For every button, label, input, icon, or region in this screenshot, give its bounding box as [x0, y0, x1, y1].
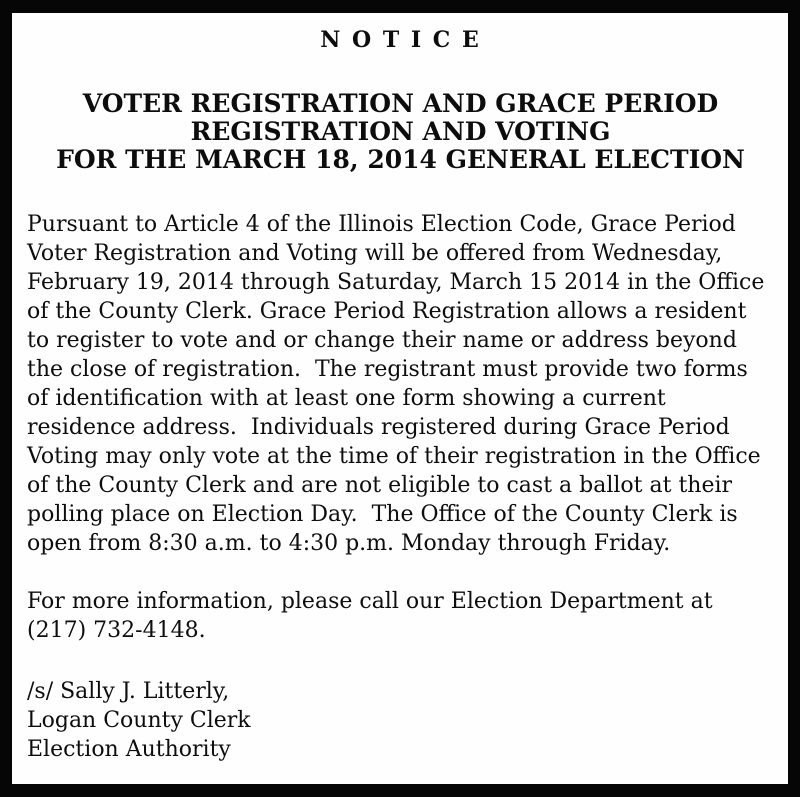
signature-line-name: /s/ Sally J. Litterly, [27, 679, 230, 704]
main-heading [27, 90, 774, 174]
signature-line-title: Logan County Clerk [27, 708, 251, 733]
notice-title: N O T I C E [320, 27, 481, 53]
body-paragraph: Pursuant to Article 4 of the Illinois Election Code, Grace Period Voter Registration and Voting will be offered from Wednesday, February 19, 2014 through Saturday, March 15 2014 in the Office of the County Clerk. Grace Period Registration allows a resident to register to vote and or change their name or address beyond the close of registration. The registrant must provide two forms of identification with at least one form showing a current residence address. Individuals registered during Grace Period Voting may only vote at the time of their registration in the Office of the County Clerk and are not eligible to cast a ballot at their polling place on Election Day. The Office of the County Clerk is open from 8:30 a.m. to 4:30 p.m. Monday through Friday. [27, 212, 772, 556]
heading-line-1: VOTER REGISTRATION AND GRACE PERIOD [82, 89, 719, 118]
heading-line-2: REGISTRATION AND VOTING [190, 117, 611, 146]
signature-line-authority: Election Authority [27, 737, 231, 762]
heading-line-3: FOR THE MARCH 18, 2014 GENERAL ELECTION [56, 145, 745, 174]
signature-block [27, 677, 774, 764]
notice-paper [12, 13, 788, 784]
contact-paragraph: For more information, please call our Election Department at (217) 732-4148. [27, 589, 720, 643]
